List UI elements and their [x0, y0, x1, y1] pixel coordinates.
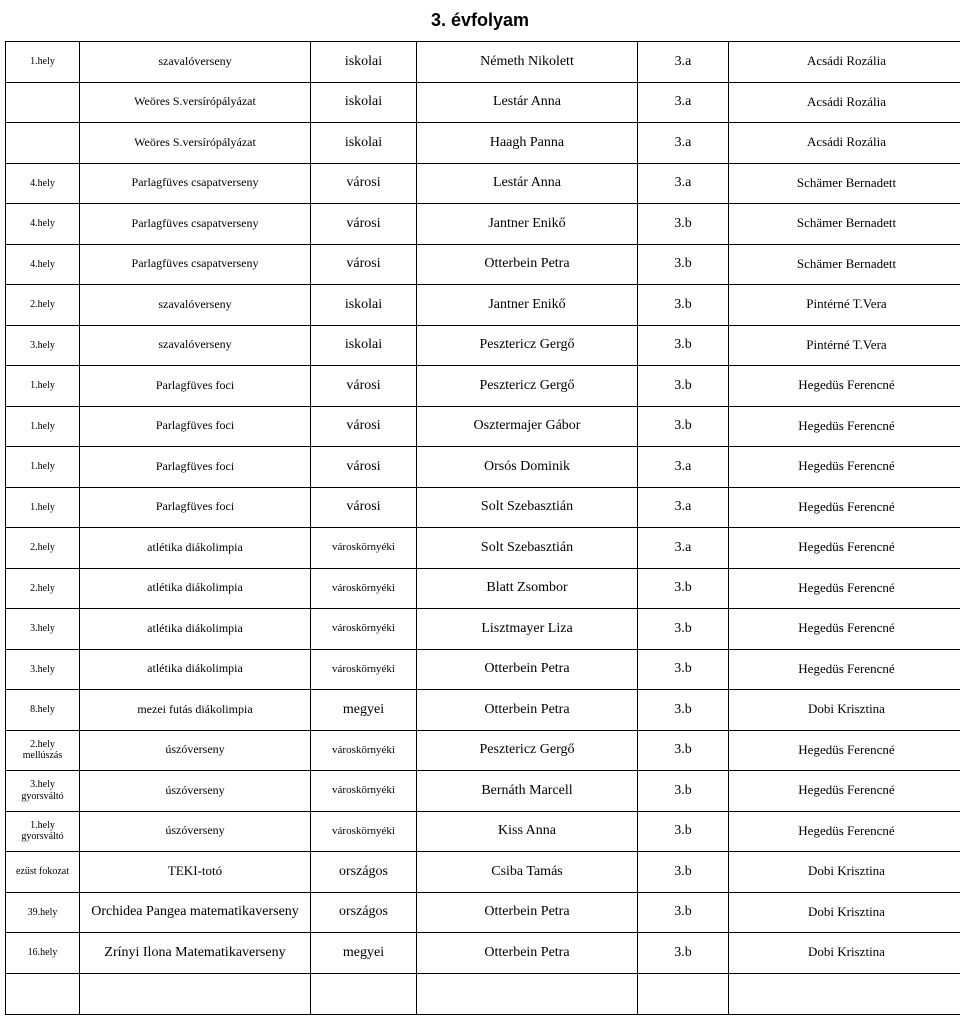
cell-student-name: Otterbein Petra — [417, 933, 638, 974]
cell-class: 3.b — [638, 406, 729, 447]
table-row — [6, 568, 960, 609]
cell-competition: Weöres S.versírópályázat — [80, 123, 311, 164]
cell-student-name: Otterbein Petra — [417, 649, 638, 690]
cell-place: 16.hely — [6, 933, 80, 974]
cell-student-name: Solt Szebasztián — [417, 528, 638, 569]
cell-student-name: Blatt Zsombor — [417, 568, 638, 609]
cell-competition: úszóverseny — [80, 730, 311, 771]
cell-class: 3.b — [638, 285, 729, 326]
cell-student-name: Lestár Anna — [417, 82, 638, 123]
cell-competition: úszóverseny — [80, 771, 311, 812]
cell-teacher: Schämer Bernadett — [729, 244, 960, 285]
empty-cell — [729, 973, 960, 1014]
cell-place: 3.hely — [6, 649, 80, 690]
cell-level: megyei — [311, 690, 417, 731]
empty-cell — [638, 973, 729, 1014]
cell-level: iskolai — [311, 285, 417, 326]
cell-competition: Parlagfüves foci — [80, 406, 311, 447]
cell-teacher: Acsádi Rozália — [729, 42, 960, 83]
cell-place: ezüst fokozat — [6, 852, 80, 893]
cell-teacher: Hegedüs Ferencné — [729, 609, 960, 650]
cell-class: 3.b — [638, 852, 729, 893]
cell-place: 1.hely — [6, 366, 80, 407]
cell-competition: Parlagfüves csapatverseny — [80, 163, 311, 204]
cell-student-name: Orsós Dominik — [417, 447, 638, 488]
cell-teacher: Dobi Krisztina — [729, 690, 960, 731]
cell-student-name: Csiba Tamás — [417, 852, 638, 893]
cell-level: városkörnyéki — [311, 528, 417, 569]
cell-teacher: Hegedüs Ferencné — [729, 406, 960, 447]
cell-level: országos — [311, 852, 417, 893]
cell-place: 2.hely mellúszás — [6, 730, 80, 771]
empty-cell — [80, 973, 311, 1014]
cell-class: 3.b — [638, 204, 729, 245]
cell-teacher: Pintérné T.Vera — [729, 325, 960, 366]
table-row — [6, 42, 960, 83]
cell-place: 4.hely — [6, 244, 80, 285]
table-row — [6, 649, 960, 690]
table-row — [6, 123, 960, 164]
cell-competition: TEKI-totó — [80, 852, 311, 893]
cell-level: városkörnyéki — [311, 649, 417, 690]
cell-place: 1.hely — [6, 42, 80, 83]
cell-competition: Parlagfüves csapatverseny — [80, 244, 311, 285]
cell-competition: Parlagfüves foci — [80, 487, 311, 528]
cell-teacher: Hegedüs Ferencné — [729, 487, 960, 528]
cell-class: 3.a — [638, 82, 729, 123]
cell-level: országos — [311, 892, 417, 933]
cell-teacher: Hegedüs Ferencné — [729, 771, 960, 812]
empty-cell — [311, 973, 417, 1014]
cell-level: városkörnyéki — [311, 771, 417, 812]
cell-student-name: Otterbein Petra — [417, 892, 638, 933]
table-row — [6, 366, 960, 407]
cell-student-name: Osztermajer Gábor — [417, 406, 638, 447]
cell-student-name: Jantner Enikő — [417, 204, 638, 245]
cell-class: 3.b — [638, 325, 729, 366]
cell-teacher: Hegedüs Ferencné — [729, 528, 960, 569]
cell-place: 2.hely — [6, 528, 80, 569]
cell-level: városkörnyéki — [311, 609, 417, 650]
table-row — [6, 82, 960, 123]
cell-student-name: Jantner Enikő — [417, 285, 638, 326]
cell-competition: szavalóverseny — [80, 325, 311, 366]
cell-teacher: Schämer Bernadett — [729, 204, 960, 245]
cell-student-name: Kiss Anna — [417, 811, 638, 852]
cell-place: 3.hely — [6, 609, 80, 650]
cell-level: megyei — [311, 933, 417, 974]
cell-teacher: Hegedüs Ferencné — [729, 811, 960, 852]
cell-competition: atlétika diákolimpia — [80, 609, 311, 650]
cell-class: 3.a — [638, 123, 729, 164]
cell-teacher: Dobi Krisztina — [729, 933, 960, 974]
cell-competition: atlétika diákolimpia — [80, 568, 311, 609]
empty-cell — [6, 973, 80, 1014]
cell-competition: Weöres S.versírópályázat — [80, 82, 311, 123]
cell-class: 3.a — [638, 163, 729, 204]
cell-class: 3.b — [638, 244, 729, 285]
cell-class: 3.b — [638, 366, 729, 407]
cell-student-name: Lestár Anna — [417, 163, 638, 204]
cell-competition: mezei futás diákolimpia — [80, 690, 311, 731]
cell-teacher: Acsádi Rozália — [729, 123, 960, 164]
table-row — [6, 163, 960, 204]
cell-place: 3.hely — [6, 325, 80, 366]
cell-place: 1.hely — [6, 406, 80, 447]
cell-class: 3.a — [638, 528, 729, 569]
cell-place — [6, 123, 80, 164]
table-row — [6, 730, 960, 771]
cell-level: városkörnyéki — [311, 811, 417, 852]
table-row — [6, 285, 960, 326]
cell-class: 3.b — [638, 771, 729, 812]
page-title: 3. évfolyam — [430, 10, 530, 30]
cell-class: 3.a — [638, 42, 729, 83]
cell-level: városi — [311, 204, 417, 245]
table-row — [6, 609, 960, 650]
cell-competition: szavalóverseny — [80, 285, 311, 326]
cell-teacher: Hegedüs Ferencné — [729, 447, 960, 488]
table-row — [6, 204, 960, 245]
cell-teacher: Schämer Bernadett — [729, 163, 960, 204]
cell-competition: Parlagfüves foci — [80, 366, 311, 407]
cell-competition: Parlagfüves foci — [80, 447, 311, 488]
table-row — [6, 447, 960, 488]
cell-teacher: Hegedüs Ferencné — [729, 366, 960, 407]
cell-place: 2.hely — [6, 285, 80, 326]
cell-class: 3.b — [638, 933, 729, 974]
cell-class: 3.a — [638, 447, 729, 488]
table-row — [6, 811, 960, 852]
table-row — [6, 325, 960, 366]
table-row — [6, 690, 960, 731]
cell-teacher: Hegedüs Ferencné — [729, 568, 960, 609]
cell-place: 1.hely — [6, 487, 80, 528]
cell-class: 3.b — [638, 609, 729, 650]
cell-level: iskolai — [311, 42, 417, 83]
cell-place: 1.hely gyorsváltó — [6, 811, 80, 852]
table-row — [6, 892, 960, 933]
cell-place: 2.hely — [6, 568, 80, 609]
cell-competition: Zrínyi Ilona Matematikaverseny — [80, 933, 311, 974]
cell-competition: úszóverseny — [80, 811, 311, 852]
cell-class: 3.b — [638, 690, 729, 731]
table-row — [6, 852, 960, 893]
cell-class: 3.b — [638, 892, 729, 933]
cell-class: 3.b — [638, 730, 729, 771]
cell-class: 3.b — [638, 649, 729, 690]
cell-competition: Orchidea Pangea matematikaverseny — [80, 892, 311, 933]
cell-student-name: Pesztericz Gergő — [417, 730, 638, 771]
cell-student-name: Solt Szebasztián — [417, 487, 638, 528]
cell-competition: atlétika diákolimpia — [80, 528, 311, 569]
cell-level: iskolai — [311, 325, 417, 366]
cell-competition: Parlagfüves csapatverseny — [80, 204, 311, 245]
cell-student-name: Németh Nikolett — [417, 42, 638, 83]
cell-teacher: Pintérné T.Vera — [729, 285, 960, 326]
cell-level: városkörnyéki — [311, 730, 417, 771]
cell-level: városkörnyéki — [311, 568, 417, 609]
cell-level: városi — [311, 366, 417, 407]
table-row — [6, 528, 960, 569]
cell-level: városi — [311, 406, 417, 447]
empty-cell — [417, 973, 638, 1014]
cell-teacher: Hegedüs Ferencné — [729, 730, 960, 771]
table-row — [6, 406, 960, 447]
cell-level: városi — [311, 163, 417, 204]
results-table-body — [6, 42, 960, 1015]
table-row — [6, 487, 960, 528]
empty-row — [6, 973, 960, 1014]
cell-place: 3.hely gyorsváltó — [6, 771, 80, 812]
cell-level: városi — [311, 244, 417, 285]
cell-student-name: Lisztmayer Liza — [417, 609, 638, 650]
cell-level: iskolai — [311, 82, 417, 123]
cell-level: városi — [311, 447, 417, 488]
cell-student-name: Bernáth Marcell — [417, 771, 638, 812]
results-table — [5, 41, 960, 1015]
cell-place — [6, 82, 80, 123]
cell-teacher: Dobi Krisztina — [729, 852, 960, 893]
cell-student-name: Otterbein Petra — [417, 244, 638, 285]
table-row — [6, 771, 960, 812]
cell-place: 4.hely — [6, 204, 80, 245]
cell-teacher: Hegedüs Ferencné — [729, 649, 960, 690]
cell-student-name: Otterbein Petra — [417, 690, 638, 731]
cell-place: 1.hely — [6, 447, 80, 488]
cell-place: 4.hely — [6, 163, 80, 204]
cell-competition: szavalóverseny — [80, 42, 311, 83]
cell-place: 8.hely — [6, 690, 80, 731]
cell-student-name: Pesztericz Gergő — [417, 325, 638, 366]
cell-place: 39.hely — [6, 892, 80, 933]
cell-class: 3.b — [638, 568, 729, 609]
cell-competition: atlétika diákolimpia — [80, 649, 311, 690]
cell-level: városi — [311, 487, 417, 528]
cell-level: iskolai — [311, 123, 417, 164]
cell-teacher: Dobi Krisztina — [729, 892, 960, 933]
table-row — [6, 933, 960, 974]
cell-student-name: Pesztericz Gergő — [417, 366, 638, 407]
cell-class: 3.b — [638, 811, 729, 852]
cell-class: 3.a — [638, 487, 729, 528]
cell-student-name: Haagh Panna — [417, 123, 638, 164]
table-row — [6, 244, 960, 285]
cell-teacher: Acsádi Rozália — [729, 82, 960, 123]
